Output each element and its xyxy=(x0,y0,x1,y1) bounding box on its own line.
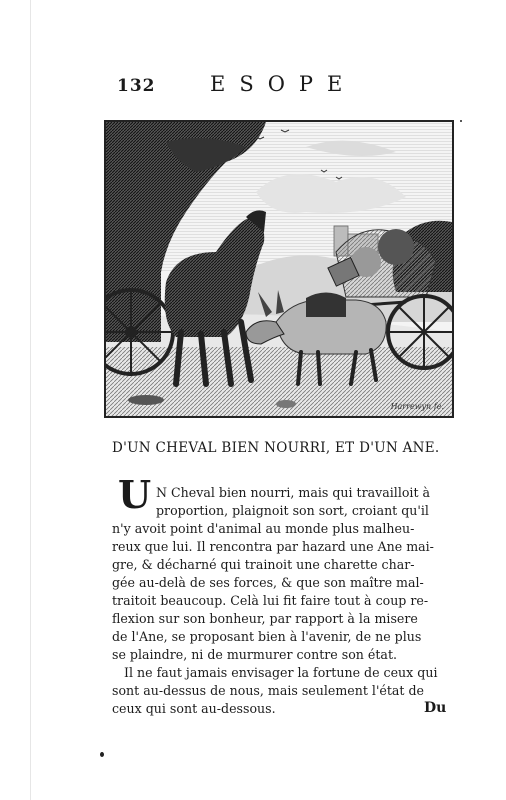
text-line: flexion sur son bonheur, par rapport à la misere xyxy=(112,611,418,626)
ink-speck xyxy=(100,752,104,757)
moral-line: Il ne faut jamais envisager la fortune de ceux qui xyxy=(124,665,438,680)
running-head xyxy=(0,68,506,98)
text-line: proportion, plaignoit son sort, croiant qu'il xyxy=(156,503,429,518)
catchword: Du xyxy=(424,700,447,716)
engraver-signature: Harrewyn fe. xyxy=(390,402,444,411)
moral-line: ceux qui sont au-dessous. xyxy=(112,701,276,716)
page-number: 132 xyxy=(117,76,156,96)
fable-title: D'UN CHEVAL BIEN NOURRI, ET D'UN ANE. xyxy=(112,440,440,456)
engraving-illustration xyxy=(104,120,454,418)
engraving-picture xyxy=(106,122,452,416)
page-edge xyxy=(30,0,31,800)
text-line: se plaindre, ni de murmurer contre son état. xyxy=(112,647,398,662)
text-line: gre, & décharné qui trainoit une charette char- xyxy=(112,557,415,572)
text-line: n'y avoit point d'animal au monde plus malheu- xyxy=(112,521,415,536)
ink-speck xyxy=(460,120,462,122)
text-line: N Cheval bien nourri, mais qui travailloit à xyxy=(156,485,431,500)
running-title: ESOPE xyxy=(210,72,357,96)
text-line: traitoit beaucoup. Celà lui fit faire tout à coup re- xyxy=(112,593,429,608)
text-line: reux que lui. Il rencontra par hazard une Ane mai- xyxy=(112,539,434,554)
drop-cap: U xyxy=(118,472,152,517)
moral-line: sont au-dessus de nous, mais seulement l'état de xyxy=(112,683,425,698)
text-line: gée au-delà de ses forces, & que son maître mal- xyxy=(112,575,424,590)
text-line: de l'Ane, se proposant bien à l'avenir, de ne plus xyxy=(112,629,422,644)
